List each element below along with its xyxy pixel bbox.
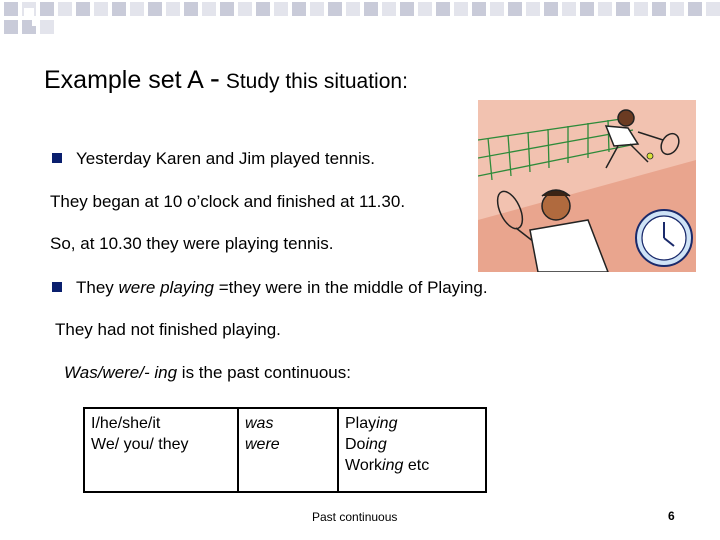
bullet-text: Yesterday Karen and Jim played tennis. [76,149,375,168]
line-not-finished: They had not finished playing. [55,320,281,339]
bullet-were-playing [52,278,488,298]
verb-playing: Playing [345,415,398,432]
aux-were: were [245,436,280,453]
bullet-pre: They [76,278,114,297]
page-number: 6 [668,509,675,523]
bullet-post: =they were in the middle of Playing. [218,278,488,297]
title-dash: - [209,62,220,95]
title-part2: Study this situation: [225,70,408,93]
line-so-at: So, at 10.30 they were playing tennis. [50,234,334,253]
decorative-squares [0,0,720,40]
bullet-em: were playing [118,278,214,297]
auxiliary-cell [238,408,338,492]
aux-was: was [245,415,274,432]
subject-plural: We/ you/ they [91,436,189,453]
footer-caption: Past continuous [312,510,398,524]
subject-singular: I/he/she/it [91,415,161,432]
tennis-illustration [478,100,696,272]
verb-doing: Doing [345,436,387,453]
table-row [84,408,486,492]
conjugation-table [83,407,487,493]
line-past-continuous [64,363,351,383]
title-part1: Example set A [44,66,204,94]
form-post: is the past continuous: [181,363,351,382]
subject-cell [84,408,238,492]
form-em: Was/were/- ing [64,363,178,382]
bullet-yesterday [52,149,375,169]
bullet-square-icon [52,153,62,163]
bullet-square-icon [52,282,62,292]
verb-cell [338,408,486,492]
slide-title [44,62,408,96]
clock-icon [636,210,692,266]
line-began: They began at 10 o’clock and finished at 11.30. [50,192,406,211]
verb-working: Working etc [345,457,430,474]
